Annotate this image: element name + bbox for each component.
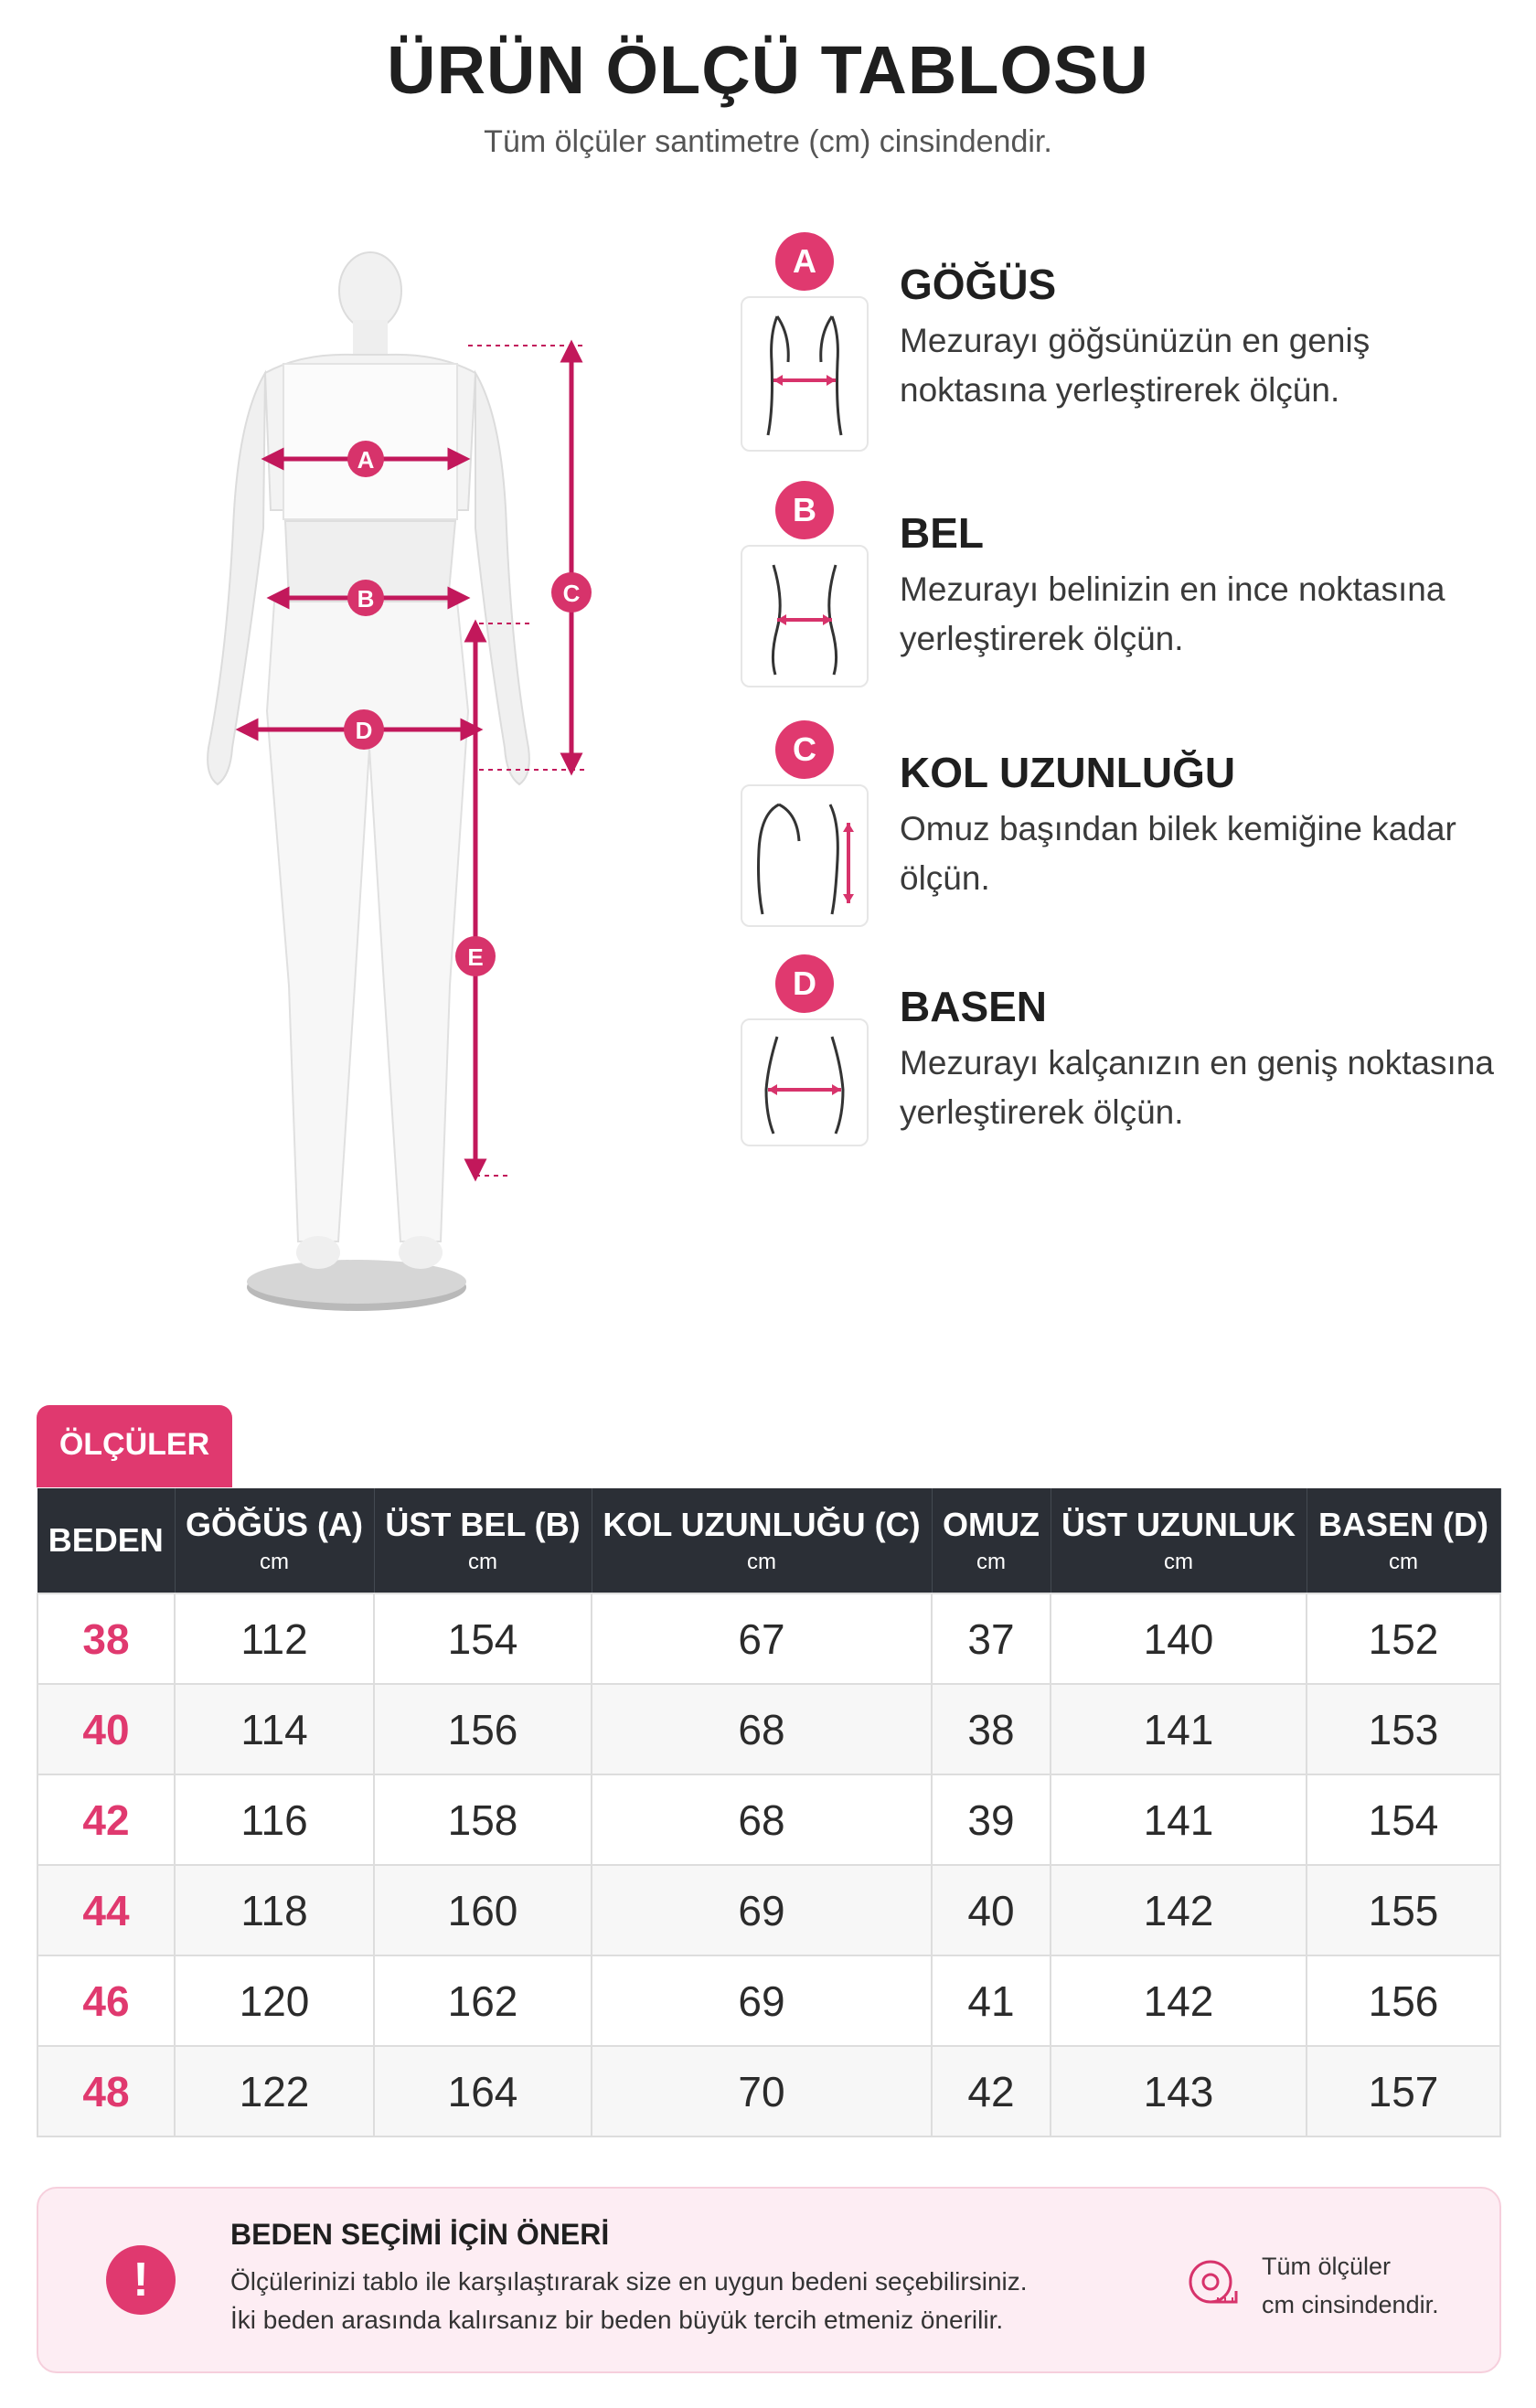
guide-waist [739, 481, 1498, 709]
table-row [37, 1774, 1500, 1865]
page-subtitle: Tüm ölçüler santimetre (cm) cinsindendir. [484, 124, 1052, 159]
guide-title: BASEN [900, 983, 1048, 1030]
table-cell: 155 [1307, 1865, 1500, 1955]
column-header: BASEN (D) cm [1307, 1488, 1500, 1593]
table-cell: 114 [175, 1684, 374, 1774]
table-header-row [37, 1488, 1500, 1593]
table-cell: 156 [1307, 1955, 1500, 2046]
table-cell: 160 [374, 1865, 592, 1955]
size-cell: 38 [37, 1593, 175, 1684]
unit-note: Tüm ölçüler cm cinsindendir. [1262, 2253, 1439, 2318]
guide-title: GÖĞÜS [900, 261, 1057, 308]
table-row [37, 1865, 1500, 1955]
hip-measure-icon [741, 1018, 869, 1146]
column-header: BEDEN [37, 1488, 175, 1593]
table-cell: 141 [1051, 1684, 1307, 1774]
table-cell: 42 [932, 2046, 1051, 2136]
marker-b: B [357, 585, 375, 613]
size-cell: 42 [37, 1774, 175, 1865]
table-cell: 116 [175, 1774, 374, 1865]
table-cell: 153 [1307, 1684, 1500, 1774]
size-cell: 40 [37, 1684, 175, 1774]
table-cell: 40 [932, 1865, 1051, 1955]
guide-title: KOL UZUNLUĞU [900, 749, 1236, 796]
table-cell: 154 [1307, 1774, 1500, 1865]
table-cell: 41 [932, 1955, 1051, 2046]
table-cell: 141 [1051, 1774, 1307, 1865]
guide-desc: Omuz başından bilek kemiğine kadar ölçün. [900, 810, 1456, 897]
table-row [37, 1684, 1500, 1774]
mannequin-illustration [110, 236, 622, 1333]
marker-c: C [562, 580, 581, 607]
guide-title: BEL [900, 509, 984, 557]
marker-e: E [467, 943, 484, 971]
table-cell: 37 [932, 1593, 1051, 1684]
column-header: ÜST BEL (B) cm [374, 1488, 592, 1593]
table-cell: 156 [374, 1684, 592, 1774]
table-cell: 68 [592, 1684, 932, 1774]
table-cell: 162 [374, 1955, 592, 2046]
table-cell: 70 [592, 2046, 932, 2136]
table-cell: 69 [592, 1865, 932, 1955]
marker-d: D [355, 717, 373, 744]
guide-chest [739, 232, 1498, 461]
column-header: KOL UZUNLUĞU (C) cm [592, 1488, 932, 1593]
table-cell: 152 [1307, 1593, 1500, 1684]
table-cell: 154 [374, 1593, 592, 1684]
waist-measure-icon [741, 545, 869, 687]
table-cell: 140 [1051, 1593, 1307, 1684]
table-cell: 143 [1051, 2046, 1307, 2136]
table-row [37, 1593, 1500, 1684]
guide-badge: A [775, 232, 834, 291]
guide-arm-length [739, 720, 1498, 949]
size-advice-box [37, 2187, 1501, 2373]
page-title: ÜRÜN ÖLÇÜ TABLOSU [387, 32, 1149, 108]
arm-length-icon [741, 784, 869, 927]
guide-desc: Mezurayı belinizin en ince noktasına yerleştirerek ölçün. [900, 570, 1445, 657]
guide-badge: C [775, 720, 834, 779]
table-cell: 120 [175, 1955, 374, 2046]
table-cell: 68 [592, 1774, 932, 1865]
size-cell: 44 [37, 1865, 175, 1955]
table-cell: 67 [592, 1593, 932, 1684]
advice-title: BEDEN SEÇİMİ İÇİN ÖNERİ [230, 2218, 610, 2251]
guide-badge: B [775, 481, 834, 539]
table-cell: 164 [374, 2046, 592, 2136]
measuring-tape-icon [1185, 2254, 1240, 2309]
marker-a: A [357, 446, 375, 474]
column-header: GÖĞÜS (A) cm [175, 1488, 374, 1593]
size-table [37, 1488, 1501, 2137]
advice-line-2: İki beden arasında kalırsanız bir beden büyük tercih etmeniz önerilir. [230, 2306, 1004, 2334]
table-cell: 118 [175, 1865, 374, 1955]
table-cell: 38 [932, 1684, 1051, 1774]
guide-desc: Mezurayı göğsünüzün en geniş noktasına yerleştirerek ölçün. [900, 322, 1371, 409]
guide-desc: Mezurayı kalçanızın en geniş noktasına yerleştirerek ölçün. [900, 1044, 1494, 1131]
table-cell: 157 [1307, 2046, 1500, 2136]
size-cell: 48 [37, 2046, 175, 2136]
table-cell: 158 [374, 1774, 592, 1865]
advice-line-1: Ölçülerinizi tablo ile karşılaştırarak size en uygun bedeni seçebilirsiniz. [230, 2267, 1028, 2296]
table-row [37, 2046, 1500, 2136]
table-cell: 142 [1051, 1955, 1307, 2046]
exclamation-icon: ! [106, 2245, 176, 2315]
chest-measure-icon [741, 296, 869, 452]
table-cell: 112 [175, 1593, 374, 1684]
table-row [37, 1955, 1500, 2046]
table-tab-label: ÖLÇÜLER [37, 1405, 232, 1487]
table-cell: 69 [592, 1955, 932, 2046]
column-header: OMUZ cm [932, 1488, 1051, 1593]
guide-hip [739, 954, 1498, 1183]
table-cell: 39 [932, 1774, 1051, 1865]
table-cell: 122 [175, 2046, 374, 2136]
size-cell: 46 [37, 1955, 175, 2046]
column-header: ÜST UZUNLUK cm [1051, 1488, 1307, 1593]
table-cell: 142 [1051, 1865, 1307, 1955]
guide-badge: D [775, 954, 834, 1013]
